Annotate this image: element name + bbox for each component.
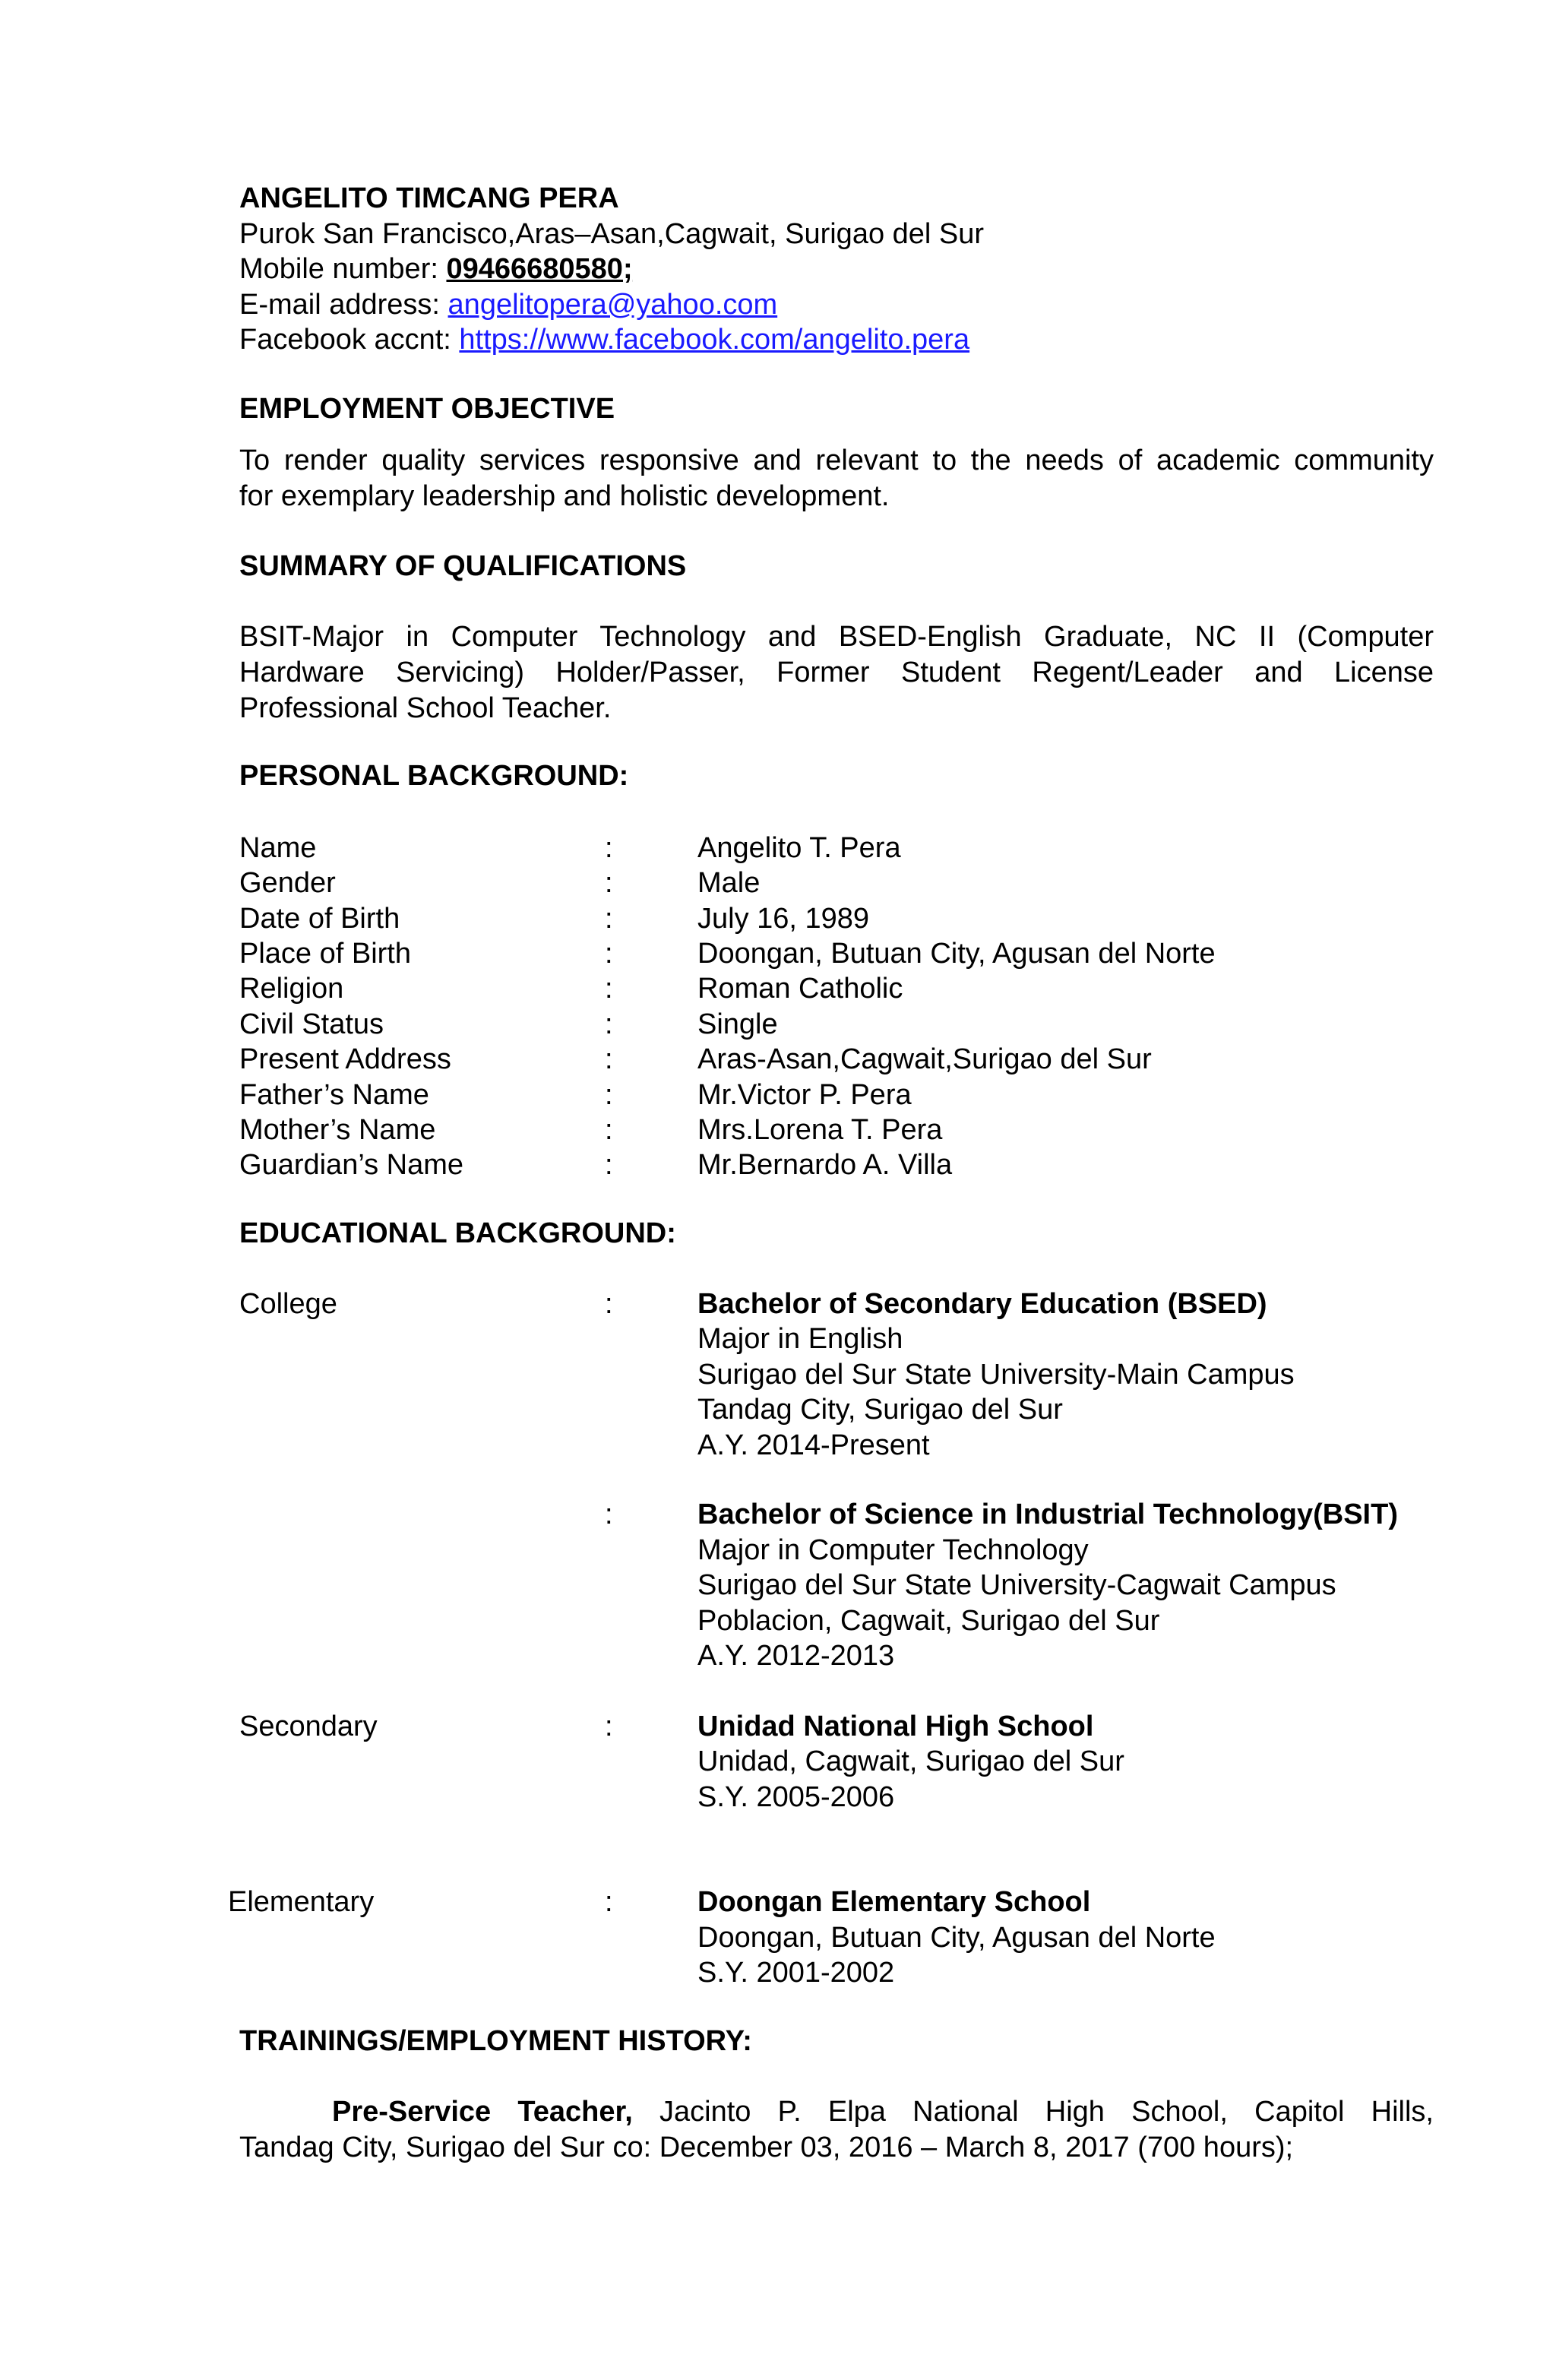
secondary-detail: Unidad, Cagwait, Surigao del Sur — [697, 1745, 1124, 1777]
separator: : — [605, 1711, 613, 1742]
separator: : — [605, 1114, 613, 1146]
trainings-heading: TRAININGS/EMPLOYMENT HISTORY: — [239, 2025, 752, 2057]
personal-value: Roman Catholic — [697, 973, 903, 1005]
college-detail: A.Y. 2012-2013 — [697, 1640, 895, 1672]
personal-value: Single — [697, 1008, 778, 1040]
personal-value: Aras-Asan,Cagwait,Surigao del Sur — [697, 1043, 1152, 1075]
secondary-label: Secondary — [239, 1711, 378, 1742]
email-line — [239, 287, 777, 322]
college-degree: Bachelor of Science in Industrial Technology(BSIT) — [697, 1499, 1398, 1530]
college-detail: Surigao del Sur State University-Cagwait Campus — [697, 1569, 1336, 1601]
personal-value: Male — [697, 867, 761, 899]
college-detail: Major in English — [697, 1323, 903, 1355]
personal-label: Gender — [239, 867, 336, 899]
separator: : — [605, 1043, 613, 1075]
training-place: Jacinto P. Elpa National High School, Capitol Hills, — [659, 2096, 1434, 2128]
separator: : — [605, 1008, 613, 1040]
personal-label: Date of Birth — [239, 903, 400, 935]
training-entry — [239, 2094, 1434, 2166]
mobile-line — [239, 252, 633, 286]
personal-label: Mother’s Name — [239, 1114, 436, 1146]
separator: : — [605, 1288, 613, 1320]
college-detail: Poblacion, Cagwait, Surigao del Sur — [697, 1605, 1160, 1637]
mobile-number: 09466680580; — [446, 253, 633, 285]
personal-heading: PERSONAL BACKGROUND: — [239, 760, 629, 792]
training-line — [239, 2094, 1434, 2130]
personal-label: Name — [239, 832, 317, 864]
separator: : — [605, 973, 613, 1005]
training-line: Tandag City, Surigao del Sur co: December 03, 2016 – March 8, 2017 (700 hours); — [239, 2132, 1294, 2163]
personal-value: Mr.Victor P. Pera — [697, 1079, 912, 1111]
college-degree: Bachelor of Secondary Education (BSED) — [697, 1288, 1267, 1320]
secondary-school: Unidad National High School — [697, 1711, 1094, 1742]
elementary-school: Doongan Elementary School — [697, 1886, 1091, 1918]
personal-label: Civil Status — [239, 1008, 384, 1040]
personal-label: Religion — [239, 973, 344, 1005]
separator: : — [605, 832, 613, 864]
personal-label: Father’s Name — [239, 1079, 429, 1111]
personal-label: Guardian’s Name — [239, 1149, 464, 1181]
training-role: Pre-Service Teacher, — [332, 2096, 633, 2128]
personal-value: Mr.Bernardo A. Villa — [697, 1149, 953, 1181]
college-detail: Tandag City, Surigao del Sur — [697, 1394, 1063, 1426]
applicant-address: Purok San Francisco,Aras–Asan,Cagwait, Surigao del Sur — [239, 218, 985, 250]
personal-value: July 16, 1989 — [697, 903, 870, 935]
qualifications-heading: SUMMARY OF QUALIFICATIONS — [239, 550, 687, 582]
separator: : — [605, 1499, 613, 1530]
qualifications-line: Hardware Servicing) Holder/Passer, Former Student Regent/Leader and License — [239, 657, 1434, 688]
mobile-label: Mobile number: — [239, 253, 438, 285]
facebook-link[interactable]: https://www.facebook.com/angelito.pera — [459, 324, 970, 356]
separator: : — [605, 1886, 613, 1918]
objective-heading: EMPLOYMENT OBJECTIVE — [239, 393, 615, 425]
separator: : — [605, 938, 613, 970]
college-label: College — [239, 1288, 337, 1320]
personal-value: Angelito T. Pera — [697, 832, 901, 864]
personal-value: Mrs.Lorena T. Pera — [697, 1114, 943, 1146]
facebook-label: Facebook accnt: — [239, 324, 451, 356]
objective-text — [239, 443, 1434, 514]
college-detail: A.Y. 2014-Present — [697, 1429, 930, 1461]
personal-label: Place of Birth — [239, 938, 411, 970]
separator: : — [605, 1149, 613, 1181]
separator: : — [605, 1079, 613, 1111]
email-label: E-mail address: — [239, 289, 440, 321]
applicant-name: ANGELITO TIMCANG PERA — [239, 182, 619, 214]
qualifications-line: Professional School Teacher. — [239, 692, 612, 724]
separator: : — [605, 903, 613, 935]
elementary-label: Elementary — [228, 1886, 375, 1918]
college-detail: Surigao del Sur State University-Main Campus — [697, 1359, 1295, 1391]
qualifications-line: BSIT-Major in Computer Technology and BSED-English Graduate, NC II (Computer — [239, 621, 1434, 653]
personal-label: Present Address — [239, 1043, 451, 1075]
objective-line: for exemplary leadership and holistic development. — [239, 480, 890, 512]
secondary-detail: S.Y. 2005-2006 — [697, 1781, 895, 1813]
email-link[interactable]: angelitopera@yahoo.com — [448, 289, 778, 321]
separator: : — [605, 867, 613, 899]
college-detail: Major in Computer Technology — [697, 1534, 1089, 1566]
facebook-line — [239, 322, 969, 357]
qualifications-text — [239, 619, 1434, 726]
elementary-detail: S.Y. 2001-2002 — [697, 1957, 895, 1989]
objective-line: To render quality services responsive and relevant to the needs of academic community — [239, 445, 1434, 476]
elementary-detail: Doongan, Butuan City, Agusan del Norte — [697, 1922, 1216, 1954]
education-heading: EDUCATIONAL BACKGROUND: — [239, 1217, 676, 1249]
personal-value: Doongan, Butuan City, Agusan del Norte — [697, 938, 1216, 970]
